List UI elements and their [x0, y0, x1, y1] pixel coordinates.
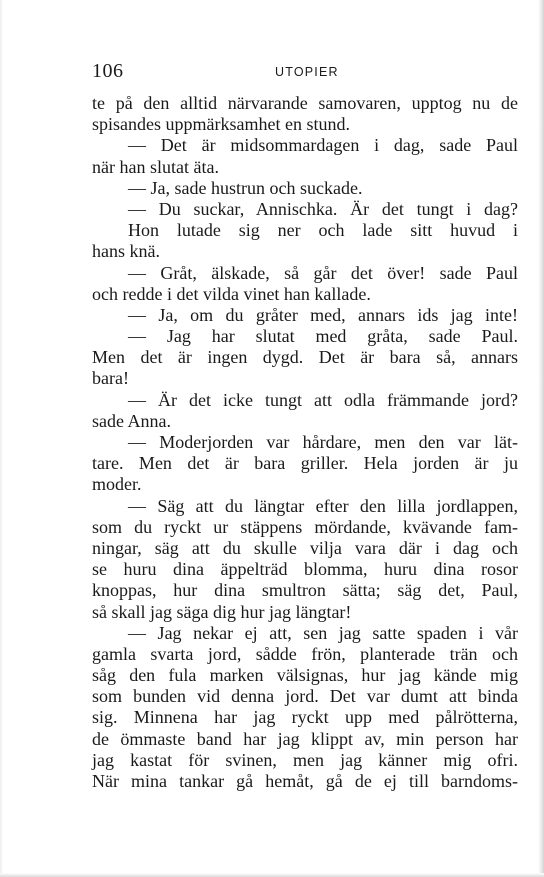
text-line: de ömmaste band har jag klippt av, min person har [92, 728, 518, 749]
text-line: — Ja, sade hustrun och suckade. [128, 177, 363, 198]
text-line: tare. Men det är bara griller. Hela jorden är ju [92, 453, 518, 474]
scan-shadow-bottom [0, 873, 544, 877]
text-line: — Gråt, älskade, så går det över! sade Paul [128, 262, 518, 283]
text-line: — Är det icke tungt att odla främmande jord? [128, 389, 518, 410]
text-line: så skall jag säga dig hur jag längtar! [92, 601, 352, 622]
scan-shadow-right [538, 0, 544, 877]
scan-shadow-left [0, 0, 3, 877]
running-title: UTOPIER [275, 65, 339, 79]
text-line: sade Anna. [92, 410, 171, 431]
text-line: såg den fula marken välsignas, hur jag kände mig [92, 665, 518, 686]
text-line: — Jag har slutat med gråta, sade Paul. [128, 326, 518, 347]
text-line: — Jag nekar ej att, sen jag satte spaden i vår [128, 622, 518, 643]
text-line: jag kastat för svinen, men jag känner mig ofri. [92, 749, 518, 770]
text-line: moder. [92, 474, 142, 495]
text-line: Men det är ingen dygd. Det är bara så, annars [92, 347, 518, 368]
text-line: — Säg att du längtar efter den lilla jordlappen, [128, 495, 518, 516]
text-line: bara! [92, 368, 129, 389]
text-line: — Moderjorden var hårdare, men den var lät- [128, 432, 518, 452]
text-line: När mina tankar gå hemåt, gå de ej till barndoms- [92, 771, 518, 791]
text-line: — Ja, om du gråter med, annars ids jag inte! [128, 304, 518, 325]
text-line: — Du suckar, Annischka. Är det tungt i dag? [128, 198, 518, 219]
text-line: spisandes uppmärksamhet en stund. [92, 114, 350, 135]
text-line: se huru dina äppelträd blomma, huru dina rosor [92, 559, 518, 580]
running-head [92, 58, 518, 84]
text-line: sig. Minnena har jag ryckt upp med pålrötterna, [92, 707, 518, 728]
text-line: — Det är midsommardagen i dag, sade Paul [128, 135, 518, 156]
text-line: gamla svarta jord, sådde frön, planterade trän och [92, 643, 518, 664]
text-line: ningar, säg att du skulle vilja vara där i dag och [92, 537, 518, 558]
text-line: Hon lutade sig ner och lade sitt huvud i [128, 220, 518, 241]
text-line: som bunden vid denna jord. Det var dumt att binda [92, 686, 518, 707]
text-line: som du ryckt ur stäppens mördande, kvävande fam- [92, 516, 518, 537]
body-text [92, 93, 518, 792]
text-line: och redde i det vilda vinet han kallade. [92, 283, 371, 304]
text-line: när han slutat äta. [92, 156, 219, 177]
text-line: hans knä. [92, 241, 160, 262]
text-line: knoppas, hur dina smultron sätta; säg det, Paul, [92, 580, 518, 601]
text-line: te på den alltid närvarande samovaren, upptog nu de [92, 93, 518, 113]
page-number: 106 [92, 60, 124, 82]
